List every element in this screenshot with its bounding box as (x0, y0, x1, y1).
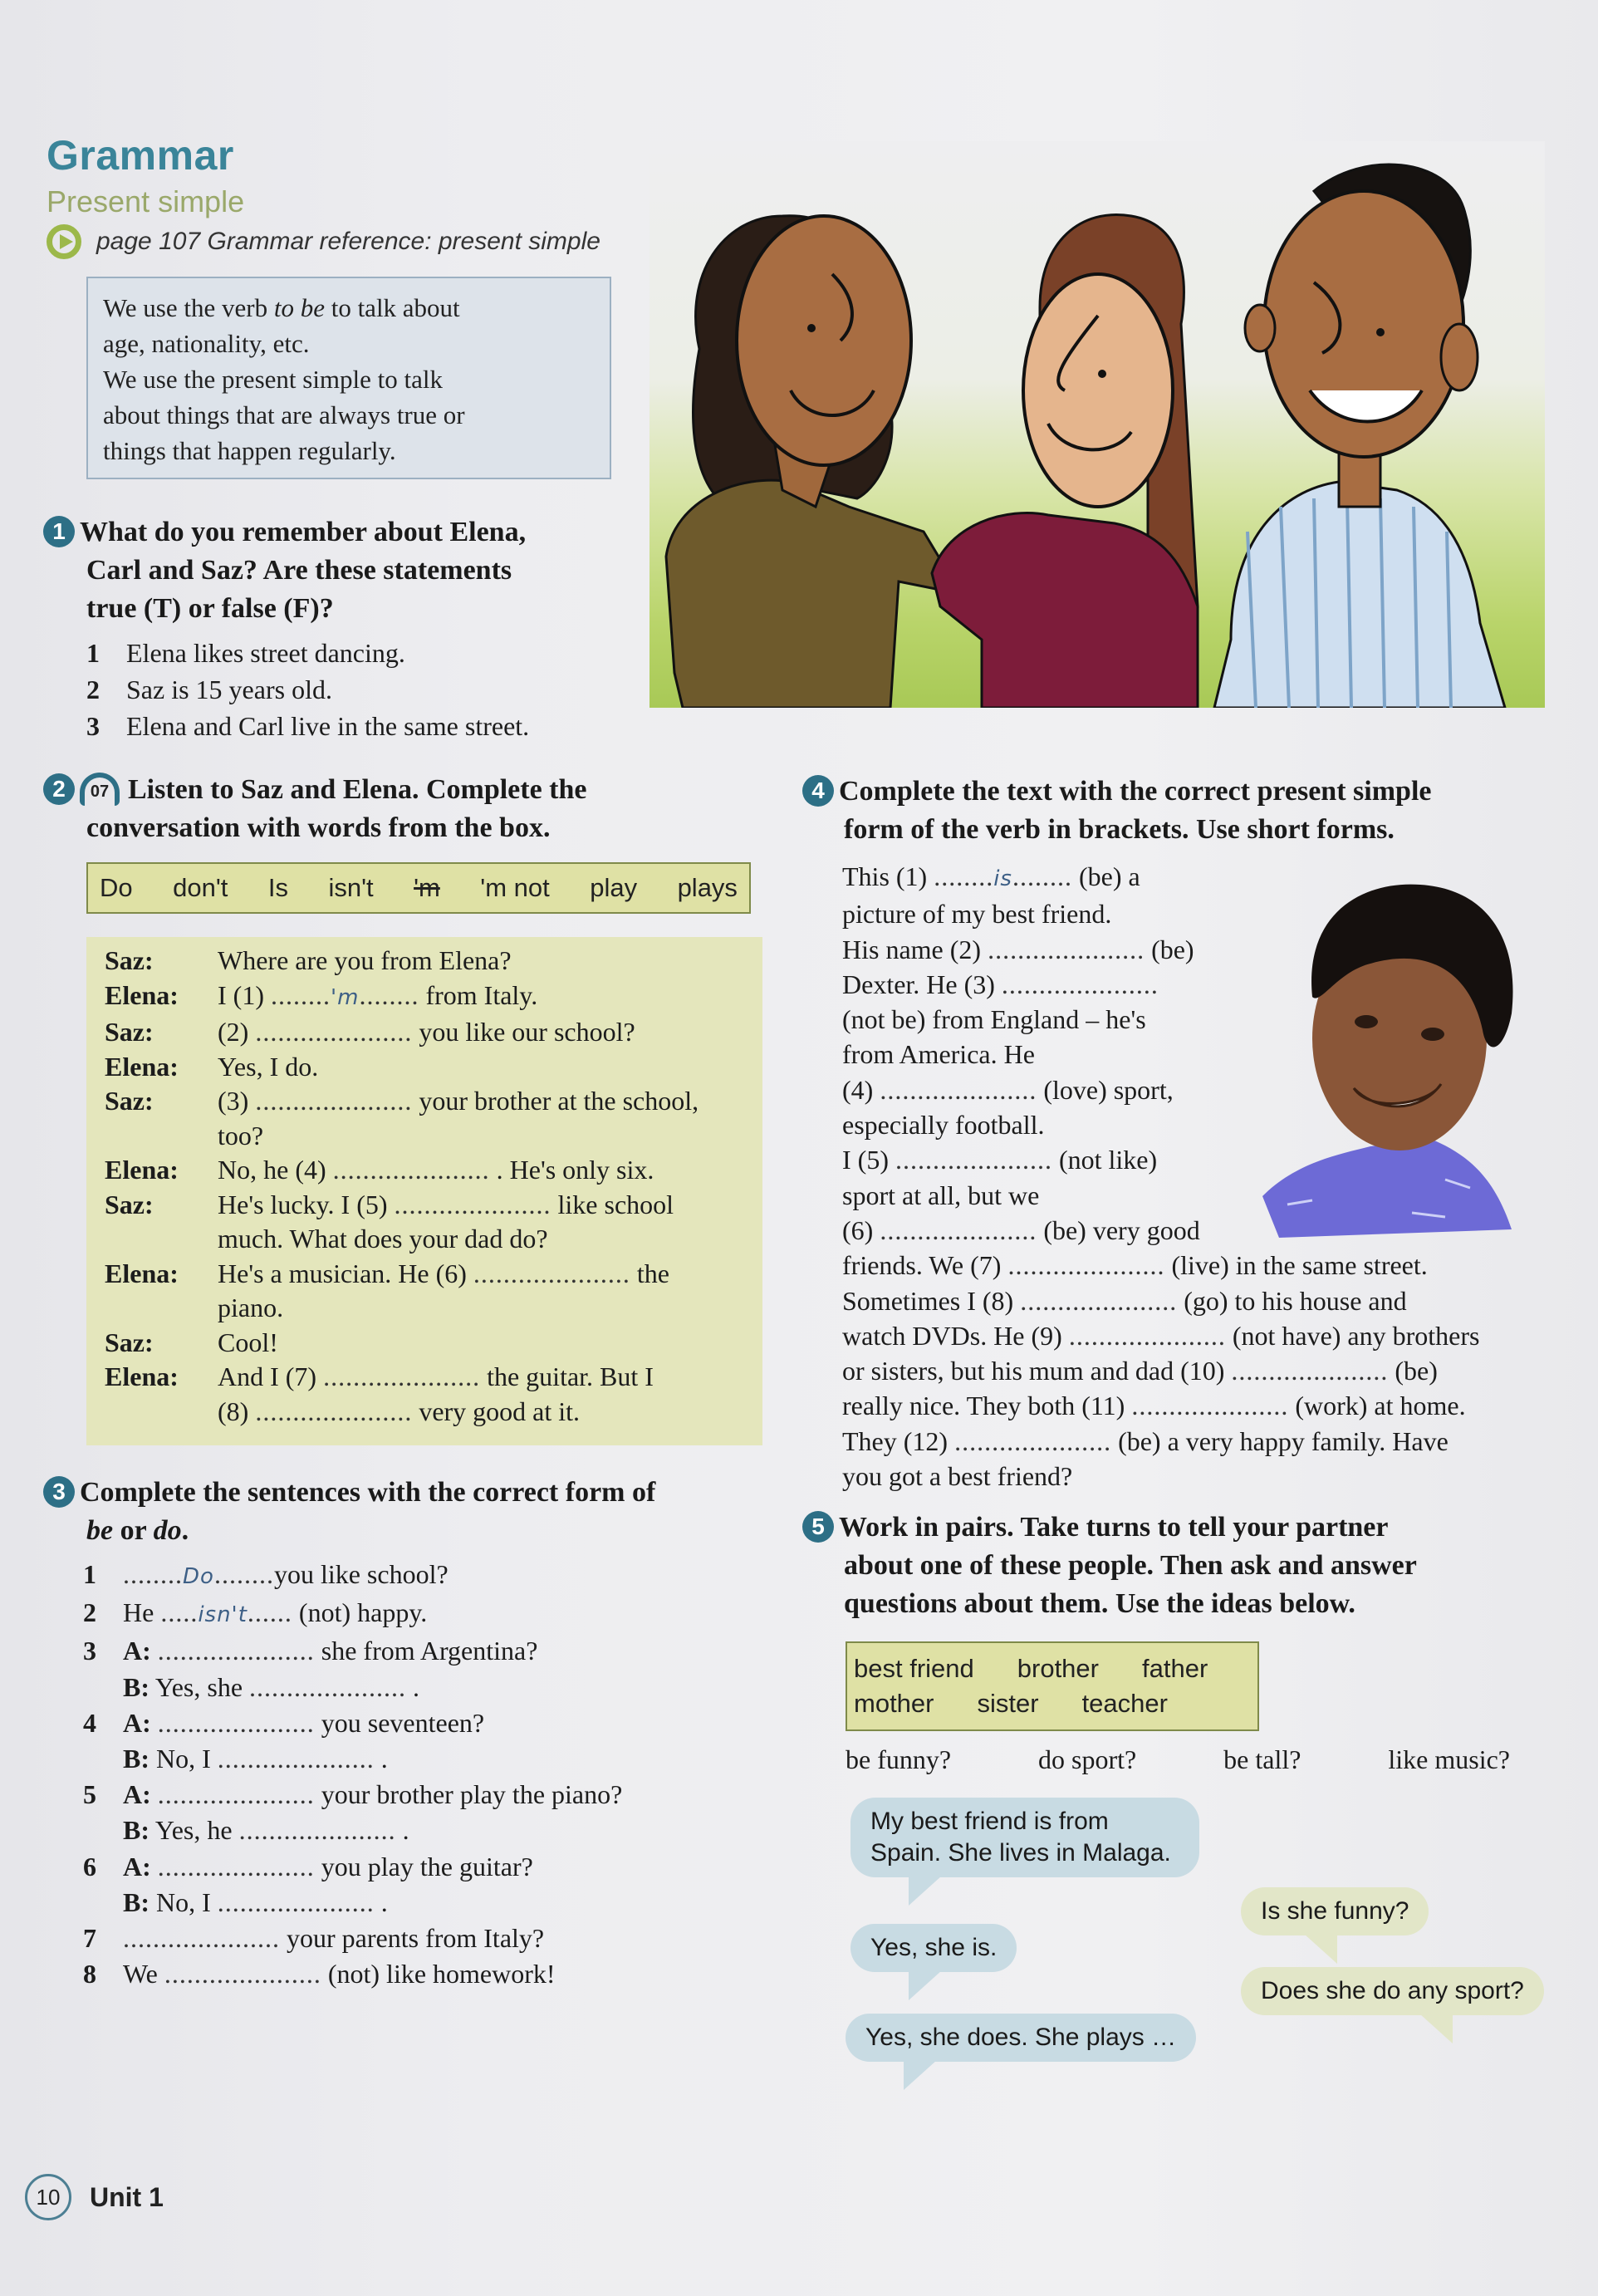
answer-blank[interactable]: ..................... (1231, 1356, 1389, 1386)
answer-blank[interactable]: ..................... (255, 1396, 413, 1426)
speech-bubble-a2: Yes, she is. (850, 1924, 1017, 1972)
idea-prompt: like music? (1388, 1744, 1510, 1774)
dialogue-box (86, 937, 762, 1445)
heading-line: conversation with words from the box. (86, 812, 551, 843)
answer-blank[interactable]: ..................... (157, 1636, 315, 1666)
word-option: 'm not (480, 873, 550, 902)
answer-blank[interactable]: ..................... (988, 934, 1145, 964)
grammar-rule-box (86, 277, 611, 479)
dialogue-line: Elena: No, he (4) ..................... . He's only six. (105, 1155, 654, 1185)
list-item: 6 A: ..................... you play the guitar? (83, 1851, 533, 1881)
dialogue-line: Elena: I (1) ........'m........ from Italy. (105, 979, 538, 1010)
list-item: B: Yes, he ..................... . (123, 1815, 409, 1846)
answer-blank[interactable]: ........Do........ (123, 1559, 274, 1589)
rule-line: things that happen regularly. (103, 436, 396, 465)
text-line: Sometimes I (8) ..................... (go) to his house and (842, 1285, 1407, 1316)
word-option: Is (267, 873, 288, 902)
unit-label: Unit 1 (90, 2181, 164, 2212)
exercise-number-badge: 3 (43, 1476, 75, 1508)
text-line: really nice. They both (11) ..................... (work) at home. (842, 1391, 1466, 1421)
answer-blank[interactable]: ..................... (473, 1258, 630, 1288)
word-option-crossed: 'm (414, 873, 440, 902)
bubble-tail-icon (1419, 2014, 1453, 2043)
heading-line: about one of these people. Then ask and answer (844, 1550, 1417, 1581)
cartoon-people-icon (649, 141, 1545, 708)
dialogue-line: Saz: Cool! (105, 1327, 278, 1357)
answer-blank[interactable]: ..................... (238, 1815, 396, 1846)
headphones-audio-icon[interactable]: 07 (80, 773, 120, 806)
answer-blank[interactable]: ..................... (249, 1671, 407, 1702)
exercise-1-heading (43, 513, 625, 628)
dialogue-line: Saz: (2) ..................... you like our school? (105, 1017, 635, 1047)
play-arrow-icon (47, 224, 81, 259)
exercise-number-badge: 5 (802, 1511, 834, 1543)
text-line: picture of my best friend. (842, 899, 1112, 930)
word-option: teacher (1081, 1689, 1168, 1718)
exercise-4-text (842, 859, 1548, 1494)
word-row (854, 1651, 1208, 1686)
text-line: They (12) ..................... (be) a very happy family. Have (842, 1425, 1448, 1456)
text-line: watch DVDs. He (9) ..................... (not have) any brothers (842, 1320, 1480, 1351)
heading-line: Carl and Saz? Are these statements (86, 555, 512, 586)
list-item: 1 ........Do........you like school? (83, 1559, 449, 1589)
text-line: This (1) ........is........ (be) a (842, 861, 1140, 891)
grammar-reference-link[interactable] (47, 224, 600, 259)
text-line: Dexter. He (3) ..................... (842, 969, 1159, 999)
exercise-2-heading (43, 771, 749, 847)
text-line: His name (2) ..................... (be) (842, 934, 1194, 964)
exercise-number-badge: 4 (802, 775, 834, 807)
answer-blank[interactable]: ..................... (954, 1425, 1112, 1456)
three-friends-illustration (649, 141, 1545, 708)
heading-line: form of the verb in brackets. Use short forms. (844, 814, 1395, 845)
speech-bubble-b2: Does she do any sport? (1241, 1967, 1544, 2015)
answer-blank[interactable]: ..................... (895, 1145, 1052, 1175)
rule-line: about things that are always true or (103, 400, 465, 429)
dialogue-line: Elena: And I (7) ..................... the guitar. But I (8) ..................... very good at it. (105, 1361, 654, 1426)
dialogue-line: Saz: (3) ..................... your brother at the school, too? (105, 1086, 699, 1150)
list-item: B: Yes, she ..................... . (123, 1671, 420, 1702)
word-option: isn't (328, 873, 374, 902)
idea-prompt: be tall? (1223, 1744, 1301, 1774)
text-line: or sisters, but his mum and dad (10) ..................... (be) (842, 1356, 1438, 1386)
exercise-3-list (83, 1557, 622, 1992)
bubble-tail-icon (909, 1970, 942, 2000)
list-item: 7 ..................... your parents from Italy? (83, 1923, 545, 1954)
answer-blank[interactable]: ..................... (323, 1361, 481, 1391)
bubble-tail-icon (904, 2060, 937, 2090)
answer-blank[interactable]: ..................... (164, 1959, 321, 1989)
text-line: especially football. (842, 1110, 1045, 1141)
text-line: friends. We (7) ..................... (live) in the same street. (842, 1250, 1428, 1281)
ideas-row (846, 1744, 1510, 1775)
answer-blank[interactable]: ..................... (1131, 1391, 1289, 1421)
section-subtitle: Present simple (47, 184, 245, 218)
people-word-box (846, 1641, 1259, 1731)
text-line: (not be) from England – he's (842, 1004, 1146, 1035)
word-option: father (1142, 1654, 1208, 1683)
answer-blank[interactable]: ........'m........ (270, 979, 419, 1010)
list-item: B: No, I ..................... . (123, 1744, 388, 1774)
rule-line: We use the verb to be to talk about (103, 293, 460, 322)
exercise-number-badge: 2 (43, 773, 75, 805)
heading-line: true (T) or false (F)? (86, 593, 334, 624)
list-item: 5 A: ..................... your brother play the piano? (83, 1779, 623, 1810)
heading-line: What do you remember about Elena, (80, 517, 527, 547)
answer-blank[interactable]: ..................... (880, 1214, 1037, 1245)
exercise-number-badge: 1 (43, 516, 75, 547)
answer-blank[interactable]: ..................... (1001, 969, 1159, 999)
text-line: sport at all, but we (842, 1180, 1040, 1210)
page-footer (25, 2174, 164, 2220)
answer-blank[interactable]: ..................... (255, 1017, 413, 1047)
answer-blank[interactable]: ..................... (217, 1744, 375, 1774)
dialogue-line: Saz: He's lucky. I (5) ..................... like school much. What does your dad do? (105, 1189, 674, 1253)
list-item: 3 A: ..................... she from Argentina? (83, 1636, 538, 1666)
list-item: 4 A: ..................... you seventeen? (83, 1707, 485, 1738)
bubble-tail-icon (909, 1876, 942, 1906)
word-option: play (590, 873, 638, 902)
word-option: don't (173, 873, 228, 902)
heading-line: Listen to Saz and Elena. Complete the (128, 774, 587, 805)
speech-bubble-a3: Yes, she does. She plays … (846, 2014, 1196, 2062)
word-box (86, 862, 751, 914)
heading-line: Work in pairs. Take turns to tell your partner (839, 1512, 1389, 1543)
exercise-3-heading: 3 Complete the sentences with the correct form of be or do. (43, 1474, 766, 1550)
list-item: 3 Elena and Carl live in the same street. (86, 711, 530, 741)
speech-bubble-a1: My best friend is from Spain. She lives in Malaga. (850, 1798, 1199, 1877)
answer-blank[interactable]: ..................... (1007, 1250, 1165, 1281)
heading-line: questions about them. Use the ideas below. (844, 1588, 1355, 1619)
rule-line: We use the present simple to talk (103, 365, 444, 394)
answer-blank[interactable]: ..................... (157, 1707, 315, 1738)
text-line: (4) ..................... (love) sport, (842, 1074, 1174, 1105)
text-line: from America. He (842, 1039, 1035, 1070)
answer-blank[interactable]: .....isn't...... (160, 1597, 292, 1628)
word-option: brother (1017, 1654, 1099, 1683)
text-line: (6) ..................... (be) very good (842, 1214, 1200, 1245)
word-row (854, 1686, 1168, 1721)
answer-blank[interactable]: ..................... (123, 1923, 280, 1954)
answer-blank[interactable]: ..................... (1020, 1285, 1178, 1316)
speech-bubble-b1: Is she funny? (1241, 1887, 1429, 1935)
list-item: 2 He .....isn't...... (not) happy. (83, 1597, 428, 1628)
dialogue-line: Elena: Yes, I do. (105, 1051, 319, 1082)
answer-blank[interactable]: ..................... (217, 1886, 375, 1917)
answer-blank[interactable]: ..................... (157, 1851, 315, 1881)
exercise-4-heading (802, 773, 1550, 849)
word-option: plays (677, 873, 738, 902)
list-item: B: No, I ..................... . (123, 1886, 388, 1917)
answer-blank[interactable]: ..................... (1068, 1320, 1226, 1351)
word-option: Do (100, 873, 133, 902)
answer-blank[interactable]: ........is........ (934, 861, 1072, 891)
answer-blank[interactable]: ..................... (394, 1189, 551, 1219)
text-line: you got a best friend? (842, 1461, 1073, 1492)
dialogue-line: Elena: He's a musician. He (6) ..................... the piano. (105, 1258, 669, 1322)
exercise-5-heading (802, 1509, 1550, 1623)
answer-blank[interactable]: ..................... (880, 1074, 1037, 1105)
bubble-tail-icon (1304, 1934, 1337, 1964)
text-line: I (5) ..................... (not like) (842, 1145, 1158, 1175)
rule-line: age, nationality, etc. (103, 329, 310, 358)
idea-prompt: do sport? (1038, 1744, 1137, 1774)
list-item: 8 We ..................... (not) like homework! (83, 1959, 556, 1989)
heading-line: Complete the sentences with the correct form of (80, 1477, 656, 1508)
list-item: 2 Saz is 15 years old. (86, 675, 332, 704)
word-option: mother (854, 1689, 934, 1718)
word-option: sister (977, 1689, 1039, 1718)
word-option: best friend (854, 1654, 974, 1683)
dialogue-line: Saz: Where are you from Elena? (105, 945, 512, 975)
exercise-1-list (86, 635, 529, 744)
answer-blank[interactable]: ..................... (255, 1086, 413, 1116)
heading-line: Complete the text with the correct present simple (839, 776, 1432, 807)
section-title: Grammar (47, 132, 234, 179)
reference-text: page 107 Grammar reference: present simple (96, 228, 600, 255)
page-number: 10 (25, 2174, 71, 2220)
list-item: 1 Elena likes street dancing. (86, 638, 405, 668)
answer-blank[interactable]: ..................... (332, 1155, 490, 1185)
idea-prompt: be funny? (846, 1744, 952, 1774)
answer-blank[interactable]: ..................... (157, 1779, 315, 1810)
